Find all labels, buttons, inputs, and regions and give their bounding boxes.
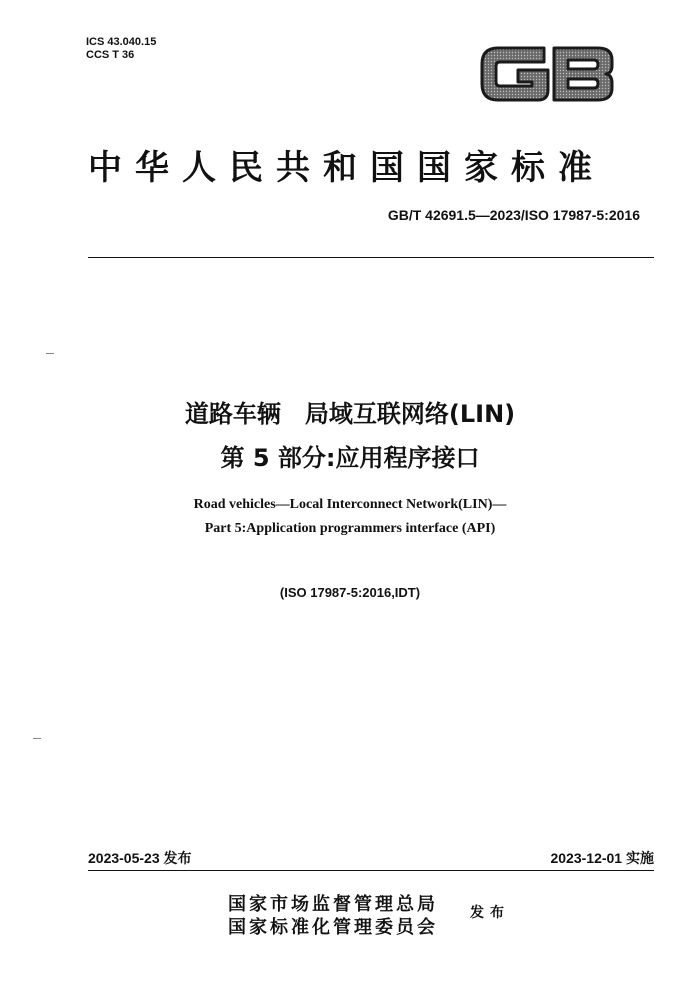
english-title-line-2: Part 5:Application programmers interface (API)	[204, 521, 496, 536]
issue-date: 2023-05-23 发布	[88, 850, 192, 866]
adoption-note: (ISO 17987-5:2016,IDT)	[279, 585, 421, 600]
publisher-samr: 国家市场监督管理总局	[228, 894, 438, 915]
gb-logo-icon	[478, 42, 616, 106]
top-divider	[88, 257, 654, 258]
classification-codes	[86, 36, 156, 62]
chinese-title-line-2: 第 5 部分:应用程序接口	[220, 444, 480, 472]
ccs-code: CCS T 36	[86, 49, 135, 61]
publish-label: 发布	[470, 905, 510, 921]
national-standard-title: 中华人民共和国国家标准	[88, 148, 605, 188]
english-title-line-1: Road vehicles—Local Interconnect Network(LIN)—	[193, 497, 507, 512]
scan-speck	[33, 738, 41, 739]
ics-code: ICS 43.040.15	[86, 36, 157, 48]
effective-date: 2023-12-01 实施	[550, 850, 654, 866]
standard-number: GB/T 42691.5—2023/ISO 17987-5:2016	[387, 207, 640, 223]
publisher-sac: 国家标准化管理委员会	[228, 917, 438, 938]
bottom-divider	[88, 870, 654, 871]
chinese-title-line-1: 道路车辆 局域互联网络(LIN)	[184, 400, 516, 428]
scan-speck	[46, 353, 54, 354]
